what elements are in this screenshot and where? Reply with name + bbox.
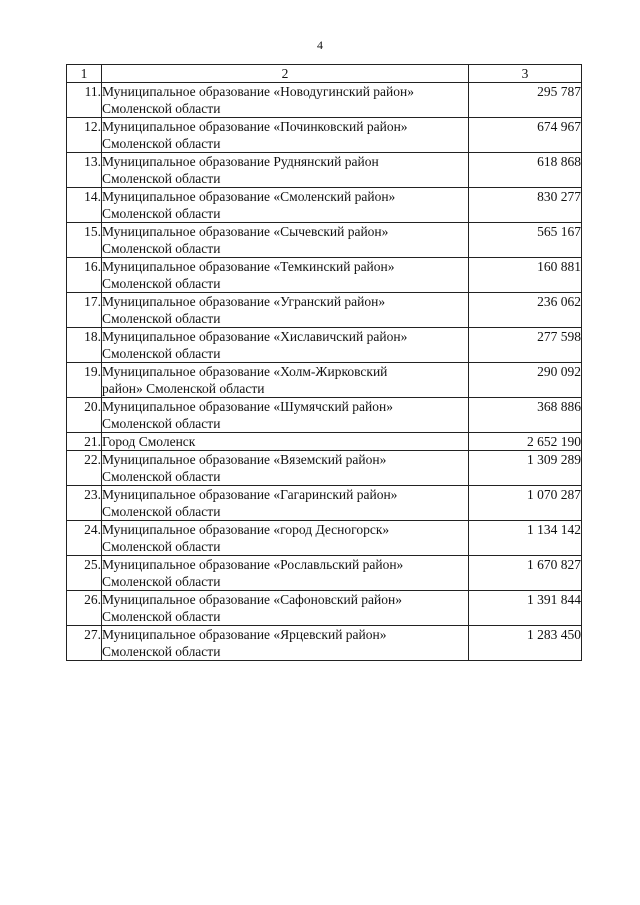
municipality-name-line1: Город Смоленск <box>102 434 196 449</box>
municipality-name-line1: Муниципальное образование «Угранский район» <box>102 294 386 309</box>
table-row <box>67 556 582 591</box>
municipality-name-line1: Муниципальное образование «Хиславичский район» <box>102 329 408 344</box>
amount-value: 295 787 <box>469 83 582 118</box>
municipality-name <box>102 591 469 626</box>
amount-value: 290 092 <box>469 363 582 398</box>
municipality-name <box>102 188 469 223</box>
municipality-name-line2: Смоленской области <box>102 101 221 116</box>
municipality-name-line1: Муниципальное образование «Сафоновский район» <box>102 592 402 607</box>
municipality-name-line1: Муниципальное образование «Сычевский район» <box>102 224 389 239</box>
amount-value: 1 070 287 <box>469 486 582 521</box>
municipality-name-line1: Муниципальное образование «Вяземский район» <box>102 452 387 467</box>
table-row <box>67 83 582 118</box>
amount-value: 830 277 <box>469 188 582 223</box>
municipality-name-line2: Смоленской области <box>102 504 221 519</box>
row-number: 20. <box>67 398 102 433</box>
municipality-name-line2: Смоленской области <box>102 469 221 484</box>
municipality-name-line2: Смоленской области <box>102 416 221 431</box>
row-number: 11. <box>67 83 102 118</box>
amount-value: 160 881 <box>469 258 582 293</box>
row-number: 15. <box>67 223 102 258</box>
municipality-name-line1: Муниципальное образование «Починковский район» <box>102 119 408 134</box>
municipality-name-line1: Муниципальное образование Руднянский район <box>102 154 379 169</box>
row-number: 26. <box>67 591 102 626</box>
column-header-2: 2 <box>102 65 469 83</box>
row-number: 21. <box>67 433 102 451</box>
municipality-name-line2: Смоленской области <box>102 574 221 589</box>
amount-value: 236 062 <box>469 293 582 328</box>
table-row <box>67 188 582 223</box>
row-number: 13. <box>67 153 102 188</box>
municipality-name <box>102 521 469 556</box>
row-number: 12. <box>67 118 102 153</box>
table-row <box>67 486 582 521</box>
table-header-row <box>67 65 582 83</box>
municipality-name <box>102 223 469 258</box>
municipality-name <box>102 398 469 433</box>
municipality-name-line2: Смоленской области <box>102 644 221 659</box>
municipality-name-line2: Смоленской области <box>102 136 221 151</box>
row-number: 22. <box>67 451 102 486</box>
amount-value: 618 868 <box>469 153 582 188</box>
municipality-name-line1: Муниципальное образование «Смоленский район» <box>102 189 396 204</box>
budget-table <box>66 64 582 661</box>
table-row <box>67 521 582 556</box>
table-row <box>67 118 582 153</box>
municipality-name-line1: Муниципальное образование «Шумячский район» <box>102 399 393 414</box>
municipality-name-line2: Смоленской области <box>102 276 221 291</box>
municipality-name <box>102 328 469 363</box>
amount-value: 1 391 844 <box>469 591 582 626</box>
municipality-name-line2: Смоленской области <box>102 206 221 221</box>
amount-value: 368 886 <box>469 398 582 433</box>
municipality-name-line1: Муниципальное образование «Ярцевский район» <box>102 627 387 642</box>
municipality-name <box>102 451 469 486</box>
table-row <box>67 433 582 451</box>
amount-value: 2 652 190 <box>469 433 582 451</box>
row-number: 14. <box>67 188 102 223</box>
column-header-3: 3 <box>469 65 582 83</box>
municipality-name <box>102 83 469 118</box>
table-row <box>67 626 582 661</box>
municipality-name <box>102 118 469 153</box>
municipality-name-line1: Муниципальное образование «Темкинский район» <box>102 259 395 274</box>
column-header-1: 1 <box>67 65 102 83</box>
row-number: 18. <box>67 328 102 363</box>
row-number: 19. <box>67 363 102 398</box>
municipality-name <box>102 363 469 398</box>
municipality-name-line2: Смоленской области <box>102 241 221 256</box>
row-number: 27. <box>67 626 102 661</box>
table-row <box>67 591 582 626</box>
municipality-name-line1: Муниципальное образование «Гагаринский район» <box>102 487 398 502</box>
table-row <box>67 293 582 328</box>
amount-value: 1 283 450 <box>469 626 582 661</box>
table-row <box>67 363 582 398</box>
amount-value: 1 309 289 <box>469 451 582 486</box>
municipality-name-line2: Смоленской области <box>102 346 221 361</box>
row-number: 24. <box>67 521 102 556</box>
municipality-name-line1: Муниципальное образование «город Десногорск» <box>102 522 390 537</box>
municipality-name-line2: Смоленской области <box>102 171 221 186</box>
table-row <box>67 153 582 188</box>
municipality-name <box>102 556 469 591</box>
table-row <box>67 258 582 293</box>
table-body <box>67 83 582 661</box>
municipality-name <box>102 486 469 521</box>
row-number: 23. <box>67 486 102 521</box>
municipality-name-line2: Смоленской области <box>102 609 221 624</box>
table-row <box>67 223 582 258</box>
municipality-name-line2: район» Смоленской области <box>102 381 265 396</box>
municipality-name <box>102 258 469 293</box>
municipality-name-line1: Муниципальное образование «Рославльский район» <box>102 557 404 572</box>
municipality-name <box>102 433 469 451</box>
municipality-name-line1: Муниципальное образование «Холм-Жирковский <box>102 364 388 379</box>
municipality-name-line2: Смоленской области <box>102 311 221 326</box>
table-row <box>67 398 582 433</box>
municipality-name-line2: Смоленской области <box>102 539 221 554</box>
amount-value: 1 134 142 <box>469 521 582 556</box>
row-number: 17. <box>67 293 102 328</box>
municipality-name <box>102 293 469 328</box>
page-number: 4 <box>317 38 323 52</box>
row-number: 16. <box>67 258 102 293</box>
municipality-name <box>102 626 469 661</box>
table-row <box>67 451 582 486</box>
amount-value: 565 167 <box>469 223 582 258</box>
row-number: 25. <box>67 556 102 591</box>
amount-value: 1 670 827 <box>469 556 582 591</box>
municipality-name-line1: Муниципальное образование «Новодугинский район» <box>102 84 414 99</box>
municipality-name <box>102 153 469 188</box>
table-row <box>67 328 582 363</box>
amount-value: 674 967 <box>469 118 582 153</box>
amount-value: 277 598 <box>469 328 582 363</box>
